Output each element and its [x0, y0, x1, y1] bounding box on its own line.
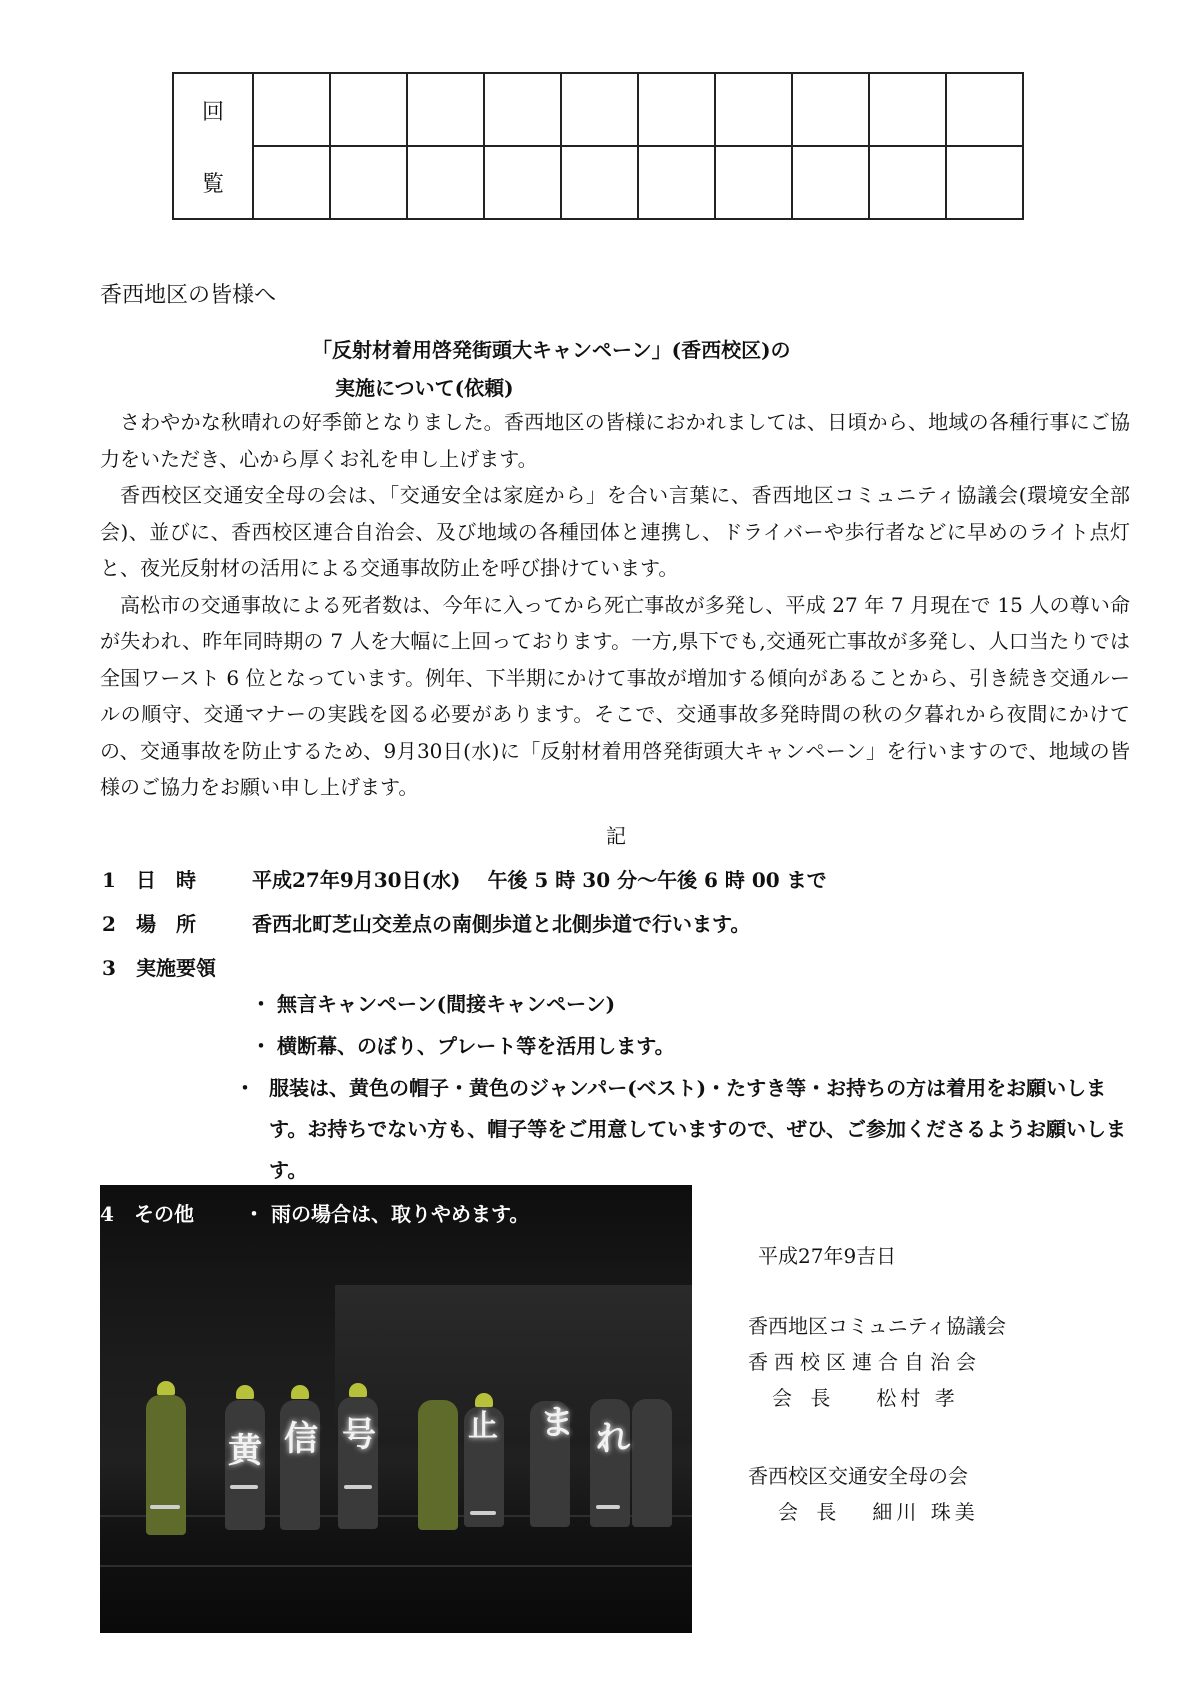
reflector — [596, 1505, 620, 1509]
reflector — [150, 1505, 180, 1509]
president-name: 細川 珠美 — [872, 1500, 979, 1524]
photo-sign-letter: 止 — [468, 1409, 498, 1444]
paragraph-3: 高松市の交通事故による死者数は、今年に入ってから死亡事故が多発し、平成 27 年 7 月現在で 15 人の尊い命が失われ、昨年同時期の 7 人を大幅に上回っております。一方,県下でも,交通死亡事故が多発し、人口当たりでは全国ワースト 6 位となっています。例年、下半期にかけて事故が増加する傾向があることから、引き続き交通ルールの順守、交通マナーの実践を図る必要があります。そこで、交通事故多発時間の秋の夕暮れから夜間にかけての、交通事故を防止するため、9月30日(水)に「反射材着用啓発街頭大キャンペーン」を行いますので、地域の皆様のご協力をお願い申し上げます。 — [100, 592, 1130, 799]
president-2 — [778, 1496, 979, 1525]
item-number: 2 — [102, 912, 116, 936]
photo-sign-letter: れ — [596, 1419, 630, 1459]
stamp-cell — [330, 146, 407, 219]
helmet — [349, 1383, 367, 1397]
photo-sign-letter: 信 — [284, 1419, 318, 1459]
item-text: ・ 雨の場合は、取りやめます。 — [244, 1202, 530, 1226]
item-other — [100, 1198, 529, 1227]
photo-sign-letter: ま — [540, 1403, 574, 1443]
item-datetime — [102, 864, 827, 893]
stamp-cell — [561, 73, 638, 146]
organization-mothers-association: 香西校区交通安全母の会 — [748, 1464, 968, 1488]
item-text: 香西北町芝山交差点の南側歩道と北側歩道で行います。 — [252, 912, 751, 936]
president-1 — [772, 1382, 959, 1411]
stamp-cell — [407, 73, 484, 146]
stamp-cell — [638, 146, 715, 219]
bullet-text: 服装は、黄色の帽子・黄色のジャンパー(ベスト)・たすき等・お持ちの方は着用をお願いします。お持ちでない方も、帽子等をご用意していますので、ぜひ、ご参加くださるようお願いします。 — [269, 1076, 1126, 1182]
organization-community-council: 香西地区コミュニティ協議会 — [748, 1314, 1006, 1338]
item-place — [102, 908, 750, 937]
reflector — [344, 1485, 372, 1489]
person — [418, 1400, 458, 1530]
stamp-cell — [946, 73, 1023, 146]
person — [146, 1395, 186, 1535]
item-label: 場 所 — [136, 912, 196, 936]
circulation-label-top: 回 — [173, 73, 253, 146]
photo-sign-letter: 黄 — [228, 1431, 262, 1471]
document-title-line2: 実施について(依頼) — [335, 376, 514, 400]
stamp-cell — [638, 73, 715, 146]
president-name: 松村 孝 — [876, 1386, 959, 1410]
bullet-text: 無言キャンペーン(間接キャンペーン) — [277, 992, 616, 1016]
campaign-photo — [100, 1185, 692, 1633]
item-number: 3 — [102, 956, 116, 980]
item-label: 日 時 — [136, 868, 196, 892]
president-title: 会 長 — [778, 1500, 843, 1524]
stamp-cell — [330, 73, 407, 146]
person — [632, 1399, 672, 1527]
stamp-cell — [946, 146, 1023, 219]
ki-heading: 記 — [606, 824, 626, 848]
item-label: その他 — [134, 1202, 194, 1226]
paragraph-2: 香西校区交通安全母の会は、「交通安全は家庭から」を合い言葉に、香西地区コミュニティ協議会(環境安全部会)、並びに、香西校区連合自治会、及び地域の各種団体と連携し、ドライバーや歩行者などに早めのライト点灯と、夜光反射材の活用による交通事故防止を呼び掛けています。 — [100, 483, 1130, 580]
helmet — [291, 1385, 309, 1399]
circulation-stamp-table — [172, 72, 1024, 220]
bullet-text: 横断幕、のぼり、プレート等を活用します。 — [277, 1034, 675, 1058]
stamp-cell — [407, 146, 484, 219]
bullet-item: ・ 服装は、黄色の帽子・黄色のジャンパー(ベスト)・たすき等・お持ちの方は着用をお願いします。お持ちでない方も、帽子等をご用意していますので、ぜひ、ご参加くださるようお願いします。 — [235, 1076, 1126, 1182]
stamp-cell — [792, 73, 869, 146]
document-title-line1: 「反射材着用啓発街頭大キャンペーン」(香西校区)の — [312, 338, 791, 362]
reflector — [470, 1511, 496, 1515]
paragraph-1: さわやかな秋晴れの好季節となりました。香西地区の皆様におかれましては、日頃から、地域の各種行事にご協力をいただき、心から厚くお礼を申し上げます。 — [100, 410, 1130, 471]
stamp-cell — [484, 73, 561, 146]
organization-residents-association: 香西校区連合自治会 — [748, 1350, 982, 1374]
photo-sign-letter: 号 — [342, 1415, 376, 1455]
item-label: 実施要領 — [136, 956, 216, 980]
stamp-cell — [869, 146, 946, 219]
item-number: 1 — [102, 868, 116, 892]
stamp-cell — [253, 73, 330, 146]
stamp-cell — [253, 146, 330, 219]
stamp-cell — [869, 73, 946, 146]
reflector — [230, 1485, 258, 1489]
bullet-item: ・ 横断幕、のぼり、プレート等を活用します。 — [251, 1034, 675, 1058]
helmet — [236, 1385, 254, 1399]
issue-date: 平成27年9吉日 — [758, 1244, 897, 1268]
item-procedure — [102, 952, 216, 981]
greeting: 香西地区の皆様へ — [100, 283, 277, 308]
helmet — [157, 1381, 175, 1395]
stamp-cell — [561, 146, 638, 219]
stamp-cell — [715, 146, 792, 219]
item-number: 4 — [100, 1202, 114, 1226]
stamp-cell — [715, 73, 792, 146]
stamp-cell — [792, 146, 869, 219]
item-text: 平成27年9月30日(水) 午後 5 時 30 分～午後 6 時 00 まで — [252, 868, 827, 892]
president-title: 会 長 — [772, 1386, 837, 1410]
body-text — [100, 404, 1130, 806]
bullet-item: ・ 無言キャンペーン(間接キャンペーン) — [251, 992, 616, 1016]
stamp-cell — [484, 146, 561, 219]
road-line — [100, 1565, 692, 1567]
circulation-label-bottom: 覧 — [173, 146, 253, 219]
